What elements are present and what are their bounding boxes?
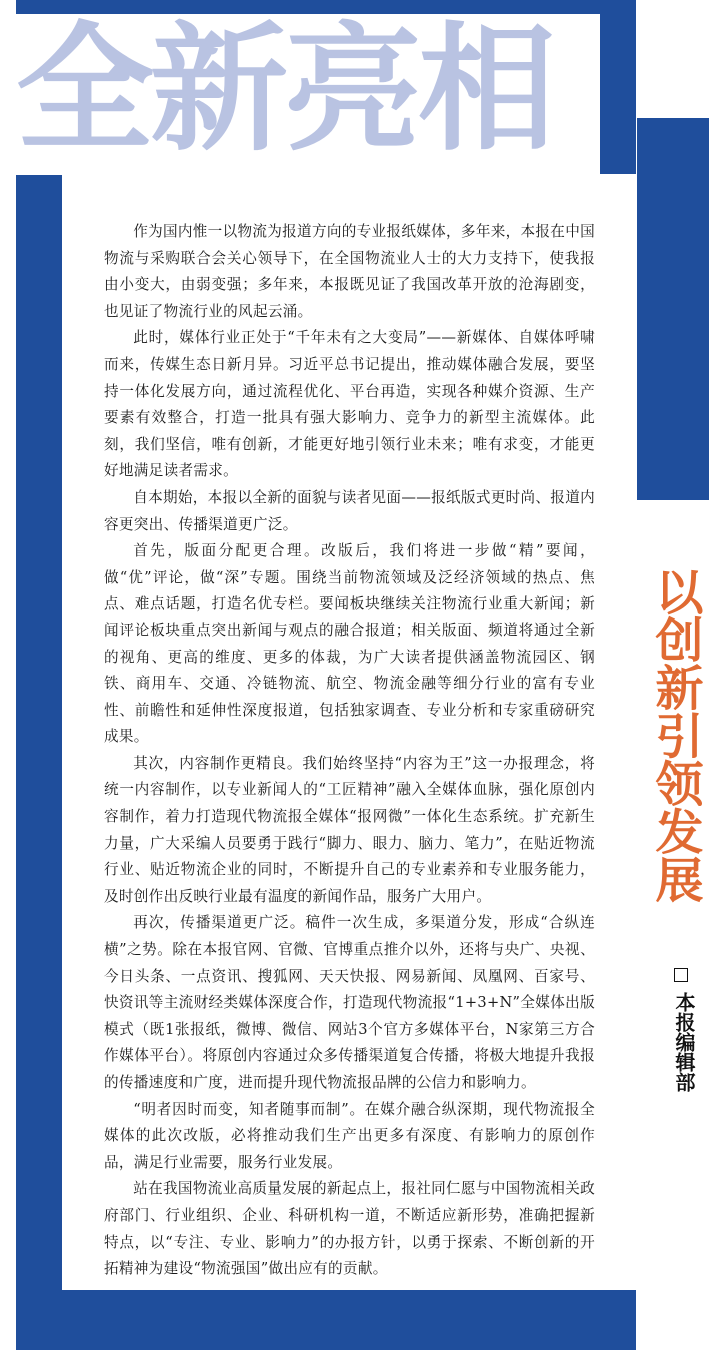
paragraph: 此时，媒体行业正处于“千年未有之大变局”——新媒体、自媒体呼啸而来，传媒生态日新月异。习近平总书记提出，推动媒体融合发展，要坚持一体化发展方向，通过流程优化、平台再造，实现各种媒介资源、生产要素有效整合，打造一批具有强大影响力、竞争力的新型主流媒体。此刻，我们坚信，唯有创新，才能更好地引领行业未来；唯有求变，才能更好地满足读者需求。	[104, 329, 595, 480]
paragraph: 自本期始，本报以全新的面貌与读者见面——报纸版式更时尚、报道内容更突出、传播渠道更广泛。	[104, 488, 595, 533]
blue-frame-left	[16, 175, 62, 1350]
paragraph: 其次，内容制作更精良。我们始终坚持“内容为王”这一办报理念，将统一内容制作，以专业新闻人的“工匠精神”融入全媒体血脉，强化原创内容制作，着力打造现代物流报全媒体“报网微”一体化生态系统。扩充新生力量，广大采编人员要勇于践行“脚力、眼力、脑力、笔力”，在贴近物流行业、贴近物流企业的同时，不断提升自己的专业素养和专业服务能力，及时创作出反映行业最有温度的新闻作品，服务广大用户。	[104, 754, 595, 905]
paragraph: 再次，传播渠道更广泛。稿件一次生成，多渠道分发，形成“合纵连横”之势。除在本报官网、官微、官博重点推介以外，还将与央广、央视、今日头条、一点资讯、搜狐网、天天快报、网易新闻、凤凰网、百家号、快资讯等主流财经类媒体深度合作，打造现代物流报“1+3+N”全媒体出版模式（既1张报纸，微博、微信、网站3个官方多媒体平台，N家第三方合作媒体平台）。将原创内容通过众多传播渠道复合传播，将极大地提升我报的传播速度和广度，进而提升现代物流报品牌的公信力和影响力。	[104, 914, 595, 1091]
paragraph: 首先，版面分配更合理。改版后，我们将进一步做“精”要闻，做“优”评论，做“深”专题。围绕当前物流领域及泛经济领域的热点、焦点、难点话题，打造名优专栏。要闻板块继续关注物流行业重大新闻；新闻评论板块重点突出新闻与观点的融合报道；相关版面、频道将通过全新的视角、更高的维度、更多的体裁，为广大读者提供涵盖物流园区、钢铁、商用车、交通、冷链物流、航空、物流金融等细分行业的富有专业性、前瞻性和延伸性深度报道，包括独家调查、专业分析和专家重磅研究成果。	[104, 542, 595, 746]
byline-square-icon	[674, 968, 688, 982]
byline: 本报编辑部	[672, 992, 696, 1092]
headline: 全新亮相	[16, 10, 553, 170]
paragraph: 站在我国物流业高质量发展的新起点上，报社同仁愿与中国物流相关政府部门、行业组织、企业、科研机构一道，不断适应新形势，准确把握新特点，以“专注、专业、影响力”的办报方针，以勇于探索、不断创新的开拓精神为建设“物流强国”做出应有的贡献。	[104, 1180, 595, 1278]
article-body	[62, 175, 637, 1290]
blue-frame-right	[637, 118, 709, 500]
paragraph: 作为国内惟一以物流为报道方向的专业报纸媒体，多年来，本报在中国物流与采购联合会关心领导下，在全国物流业人士的大力支持下，使我报由小变大，由弱变强；多年来，本报既见证了我国改革开放的沧海剧变，也见证了物流行业的风起云涌。	[104, 223, 595, 320]
paragraph: “明者因时而变，知者随事而制”。在媒介融合纵深期，现代物流报全媒体的此次改版，必将推动我们生产出更多有深度、有影响力的原创作品，满足行业需要，服务行业发展。	[104, 1100, 595, 1171]
blue-frame-bottom	[16, 1290, 636, 1350]
slogan: 以创新引领发展	[647, 567, 703, 903]
